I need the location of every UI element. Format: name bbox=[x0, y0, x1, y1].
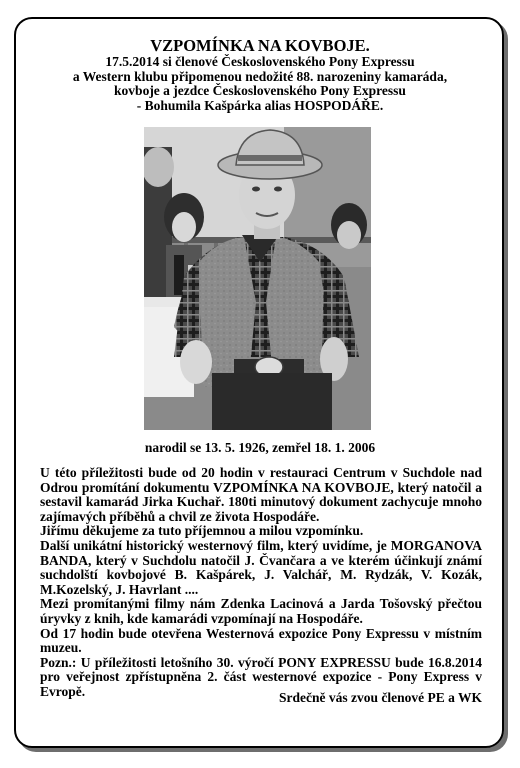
intro-line: - Bohumila Kašpárka alias HOSPODÁŘE. bbox=[136, 98, 384, 114]
life-dates: narodil se 13. 5. 1926, zemřel 18. 1. 2006 bbox=[144, 440, 376, 455]
body-paragraph: Pozn.: U příležitosti letošního 30. výročí PONY EXPRESSU bude 16.8.2014 pro veřejnost zpřístupněna 2. část westernové expozice - Pony Express v Evropě. bbox=[40, 654, 482, 699]
intro-line: a Western klubu připomenou nedožité 88. narozeniny kamaráda, bbox=[72, 68, 448, 84]
body-paragraph: Mezi promítanými filmy nám Zdenka Lacinová a Jarda Tošovský přečtou úryvky z knih, kde kamarádi vzpomínají na Hospodáře. bbox=[40, 596, 482, 626]
page-title: VZPOMÍNKA NA KOVBOJE. bbox=[150, 36, 370, 55]
announcement-body bbox=[40, 466, 482, 700]
signature-line: Srdečně vás zvou členové PE a WK bbox=[279, 690, 482, 705]
intro-line: kovboje a jezdce Československého Pony Expressu bbox=[114, 83, 406, 99]
portrait-photo bbox=[144, 127, 371, 430]
body-paragraph: Další unikátní historický westernový film, který uvidíme, je MORGANOVA BANDA, který v Suchdolu natočil J. Čvančara a ve kterém účinkují známí suchdolští kovbojové B. Kašpárek, J. Valchář, M. Rydzák, V. Kozák, M.Kozelský, J. Havrlant .... bbox=[40, 537, 482, 597]
intro-line: 17.5.2014 si členové Československého Pony Expressu bbox=[105, 54, 415, 69]
body-paragraph: Od 17 hodin bude otevřena Westernová expozice Pony Expressu v místním muzeu. bbox=[40, 625, 482, 656]
body-paragraph: U této příležitosti bude od 20 hodin v restauraci Centrum v Suchdole nad Odrou promítání dokumentu VZPOMÍNKA NA KOVBOJE, který natočil a sestavil kamarád Jirka Kuchař. 180ti minutový dokument zachycuje mnoho zajímavých příběhů a chvil ze života Hospodáře. bbox=[40, 465, 482, 524]
intro-text bbox=[0, 55, 520, 114]
body-paragraph: Jiřímu děkujeme za tuto příjemnou a milou vzpomínku. bbox=[40, 523, 364, 539]
